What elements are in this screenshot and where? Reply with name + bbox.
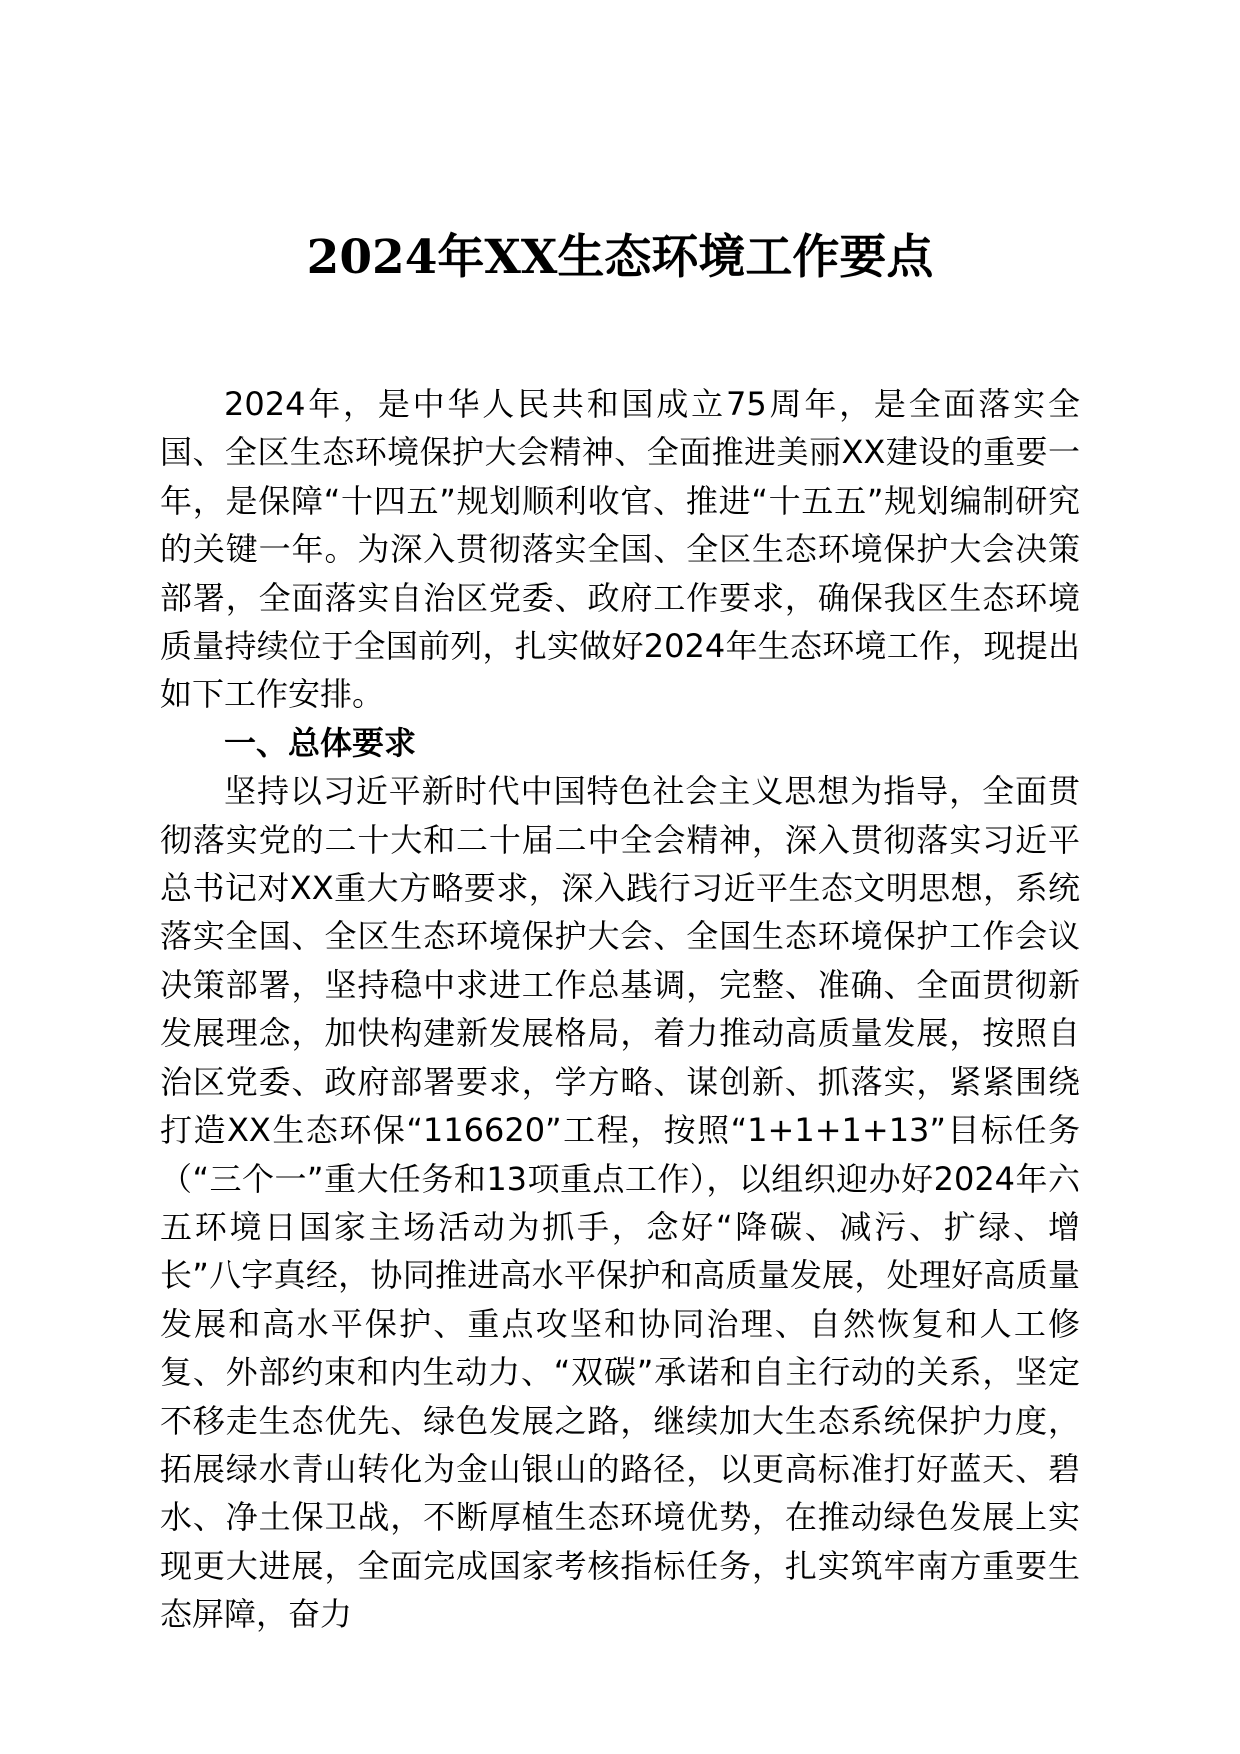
document-title: 2024年XX生态环境工作要点: [306, 230, 934, 285]
document-body: [160, 380, 1080, 1639]
intro-paragraph: 2024年，是中华人民共和国成立75周年，是全面落实全国、全区生态环境保护大会精神、全面推进美丽XX建设的重要一年，是保障“十四五”规划顺利收官、推进“十五五”规划编制研究的关键一年。为深入贯彻落实全国、全区生态环境保护大会决策部署，全面落实自治区党委、政府工作要求，确保我区生态环境质量持续位于全国前列，扎实做好2024年生态环境工作，现提出如下工作安排。: [160, 385, 1080, 714]
section-heading-general-requirements: 一、总体要求: [224, 723, 417, 762]
section-paragraph-general-requirements: 坚持以习近平新时代中国特色社会主义思想为指导，全面贯彻落实党的二十大和二十届二中全会精神，深入贯彻落实习近平总书记对XX重大方略要求，深入践行习近平生态文明思想，系统落实全国、全区生态环境保护大会、全国生态环境保护工作会议决策部署，坚持稳中求进工作总基调，完整、准确、全面贯彻新发展理念，加快构建新发展格局，着力推动高质量发展，按照自治区党委、政府部署要求，学方略、谋创新、抓落实，紧紧围绕打造XX生态环保“116620”工程，按照“1+1+1+13”目标任务（“三个一”重大任务和13项重点工作），以组织迎办好2024年六五环境日国家主场活动为抓手，念好“降碳、减污、扩绿、增长”八字真经，协同推进高水平保护和高质量发展，处理好高质量发展和高水平保护、重点攻坚和协同治理、自然恢复和人工修复、外部约束和内生动力、“双碳”承诺和自主行动的关系，坚定不移走生态优先、绿色发展之路，继续加大生态系统保护力度，拓展绿水青山转化为金山银山的路径，以更高标准打好蓝天、碧水、净土保卫战，不断厚植生态环境优势，在推动绿色发展上实现更大进展，全面完成国家考核指标任务，扎实筑牢南方重要生态屏障，奋力: [160, 772, 1080, 1634]
